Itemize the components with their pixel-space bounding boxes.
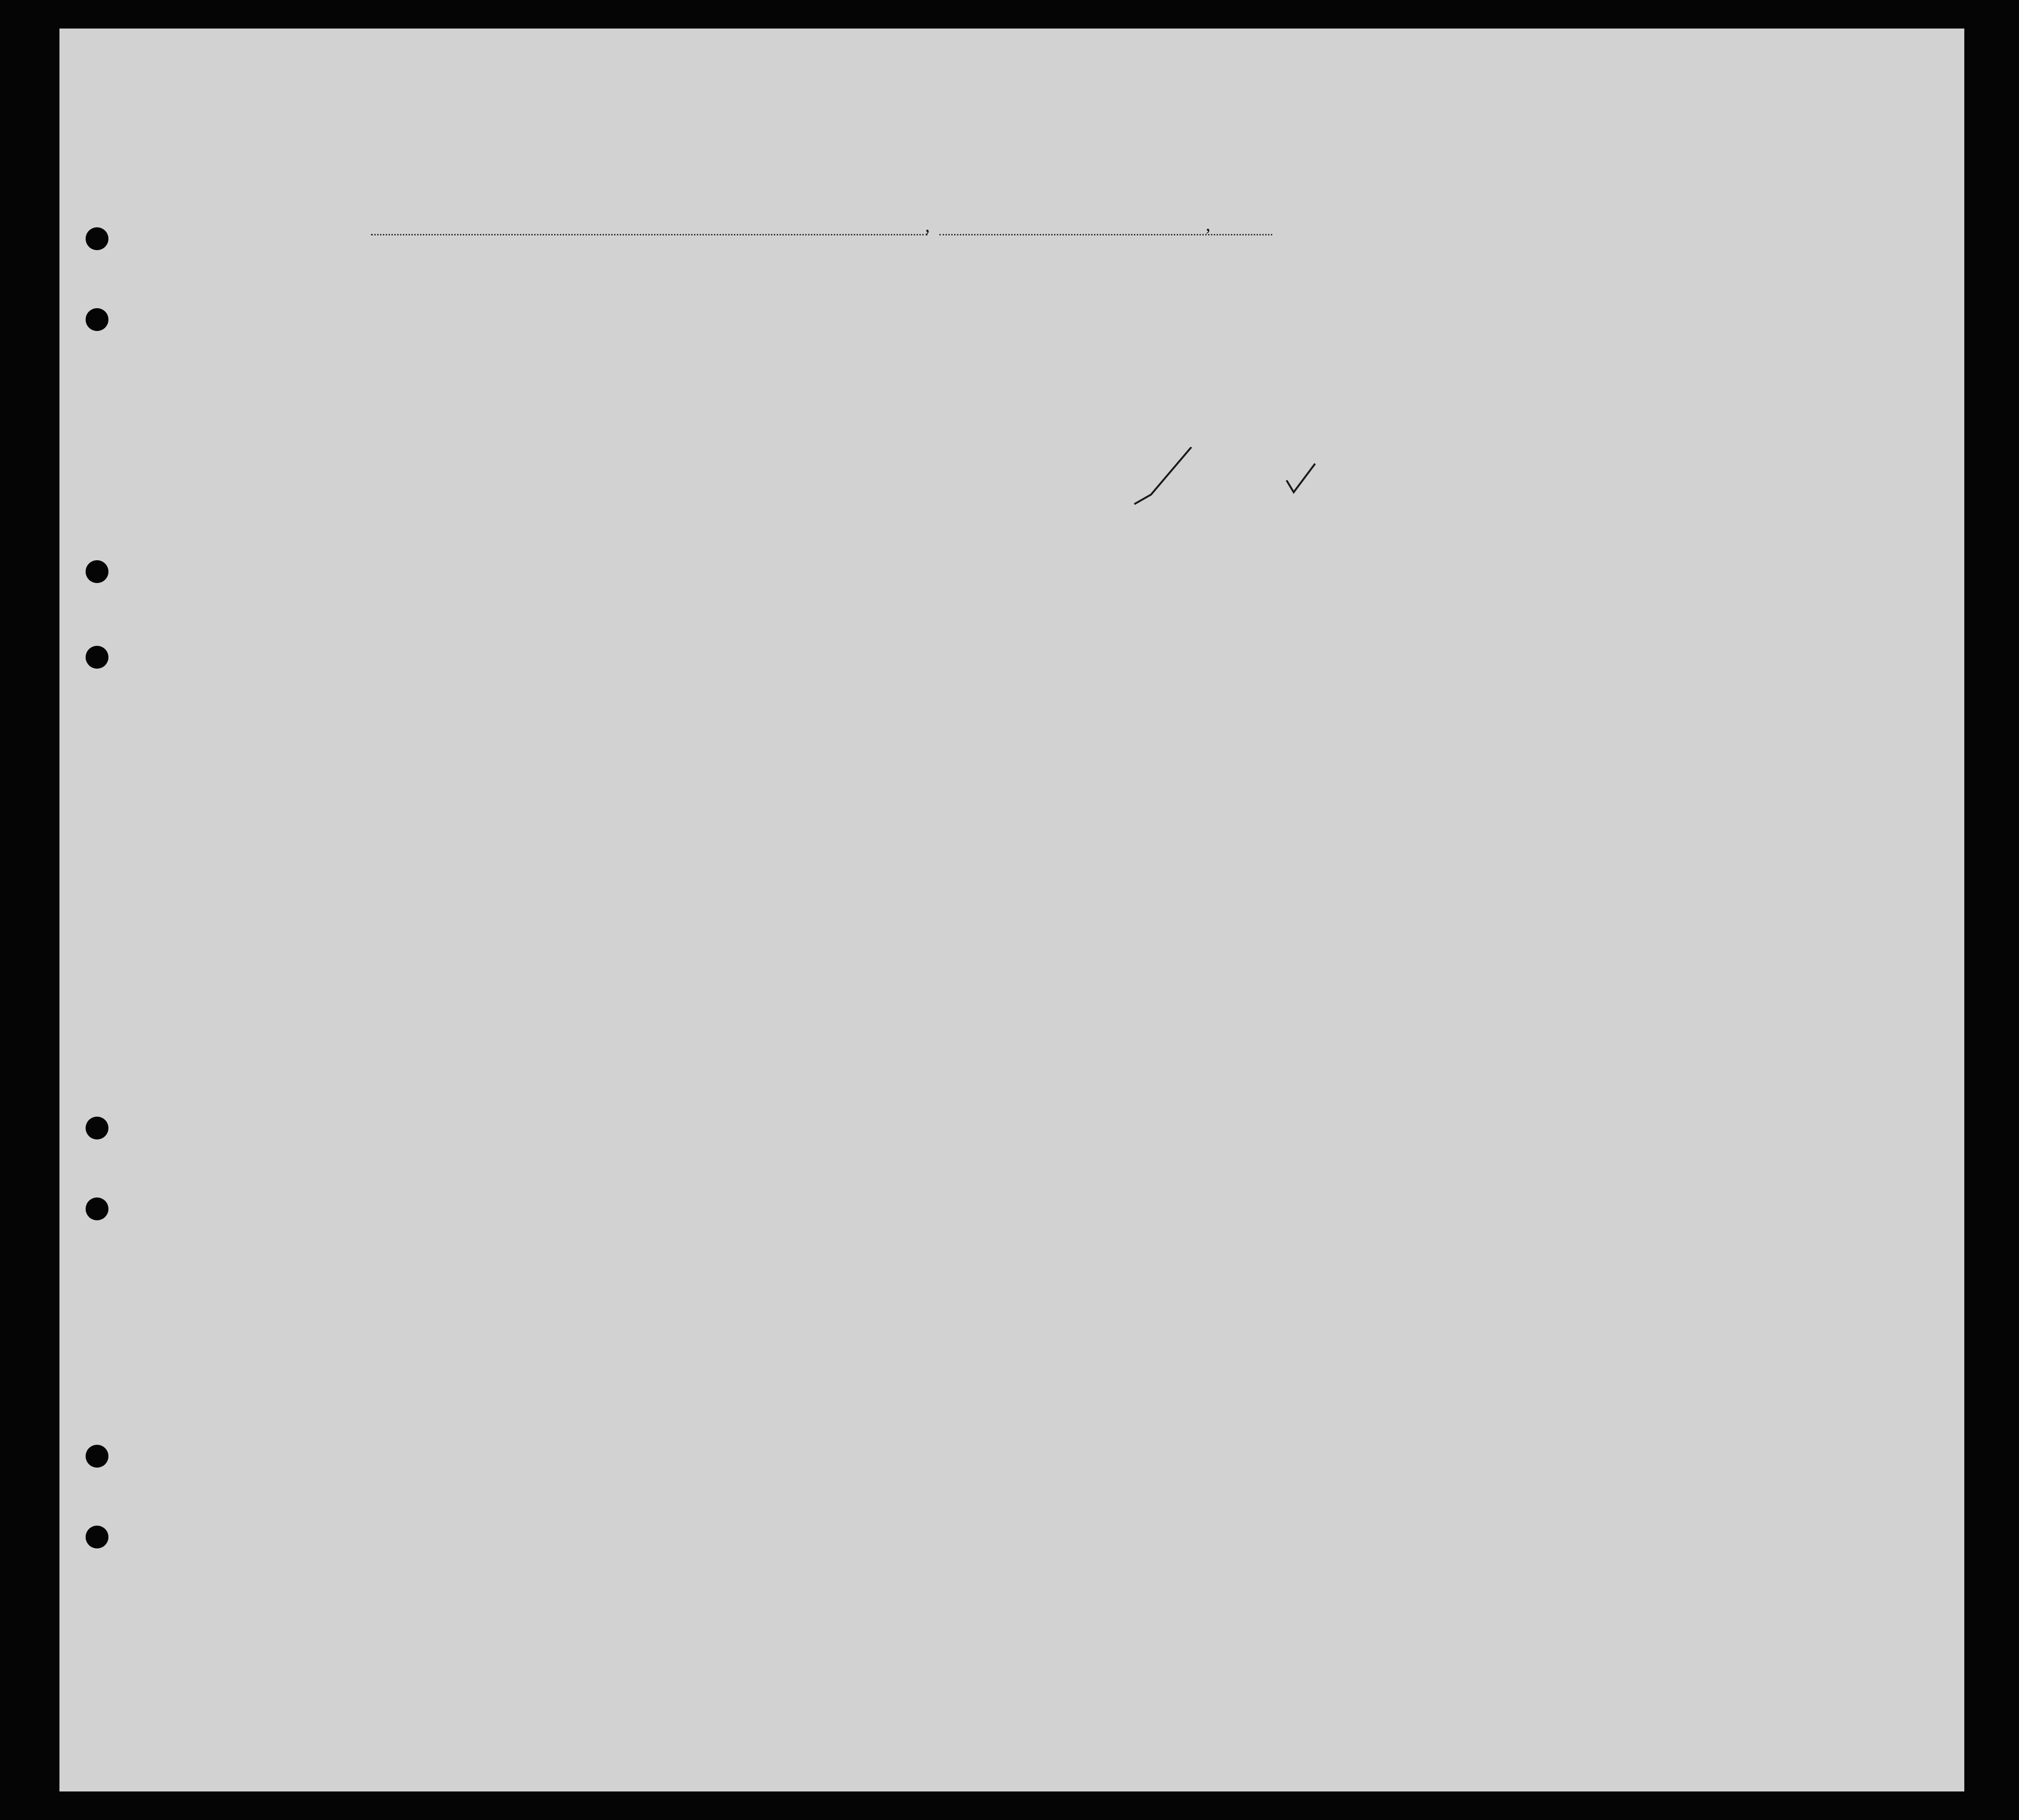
manifest-sheet: , , bbox=[59, 29, 1964, 1791]
handwritten-checkmarks bbox=[1125, 447, 1325, 514]
table-grid bbox=[59, 29, 1964, 1791]
